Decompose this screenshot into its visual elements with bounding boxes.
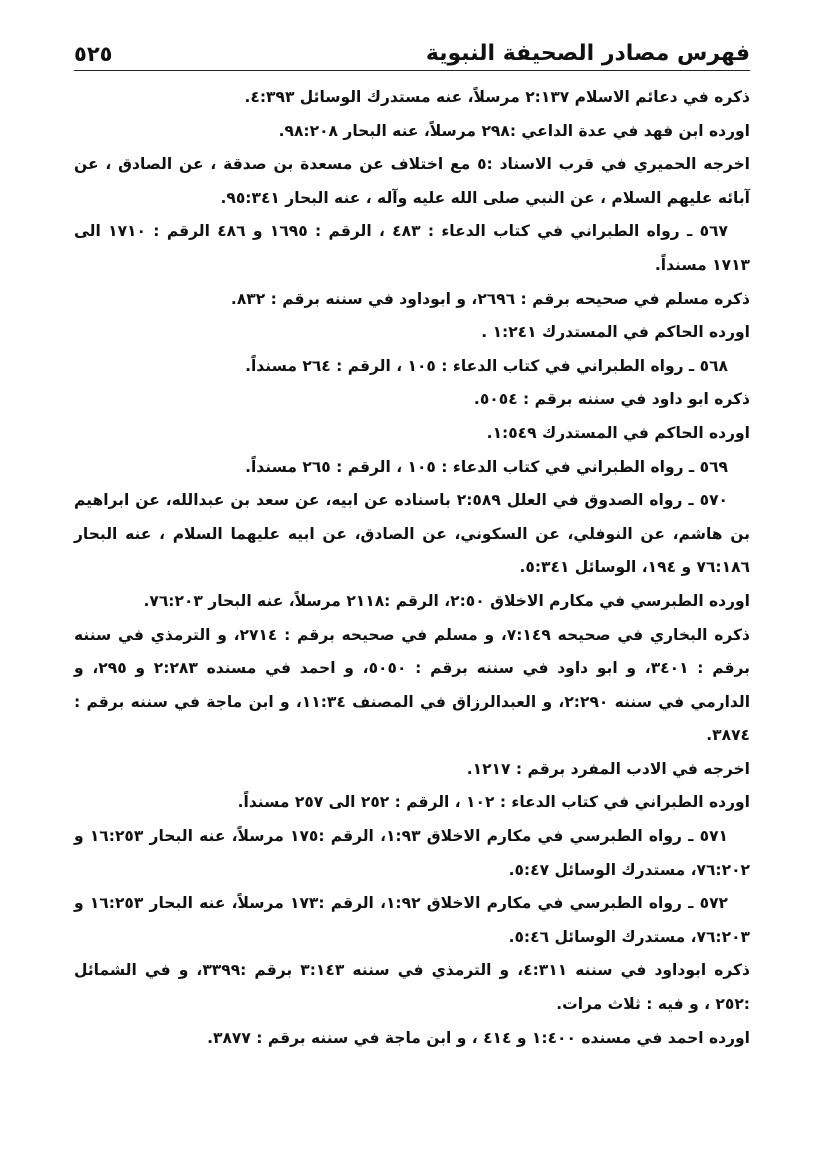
footnote-paragraph: ذكره ابوداود في سننه ٤:٣١١، و الترمذي في سننه ٣:١٤٣ برقم :٣٣٩٩، و في الشمائل :٢٥٢ ، و فيه : ثلاث مرات. [74,961,750,1014]
footnote-paragraph: ٥٦٧ ـ رواه الطبراني في كتاب الدعاء : ٤٨٣ ، الرقم : ١٦٩٥ و ٤٨٦ الرقم : ١٧١٠ الى ١٧١٣ مسنداً. [74,222,750,274]
footnote-paragraph: ذكره ابو داود في سننه برقم : ٥٠٥٤. [473,390,750,409]
running-title: فهرس مصادر الصحيفة النبوية [425,41,750,66]
document-body [74,81,750,1055]
footnote-paragraph: ذكره البخاري في صحيحه ٧:١٤٩، و مسلم في صحيحه برقم : ٢٧١٤، و الترمذي في سننه برقم : ٣٤٠١، و ابو داود في سننه برقم : ٥٠٥٠، و احمد في مسنده ٢:٢٨٣ و ٢٩٥، و الدارمي في سننه ٢:٢٩٠، و العبدالرزاق في المصنف ١١:٣٤، و ابن ماجة في سننه برقم : ٣٨٧٤. [74,625,751,745]
page-number: ٥٢٥ [74,42,113,66]
footnote-paragraph: اورده الطبرسي في مكارم الاخلاق ٢:٥٠، الرقم :٢١١٨ مرسلاً، عنه البحار ٧٦:٢٠٣. [143,591,750,610]
footnote-paragraph: ٥٧٢ ـ رواه الطبرسي في مكارم الاخلاق ١:٩٢، الرقم :١٧٣ مرسلاً، عنه البحار ١٦:٢٥٣ و ٧٦:٢٠٣، مستدرك الوسائل ٥:٤٦. [74,894,750,946]
footnote-paragraph: ٥٦٨ ـ رواه الطبراني في كتاب الدعاء : ١٠٥ ، الرقم : ٢٦٤ مسنداً. [245,356,728,375]
footnote-paragraph: ذكره مسلم في صحيحه برقم : ٢٦٩٦، و ابوداود في سننه برقم : ٨٣٢. [230,289,750,308]
footnote-paragraph: اورده الحاكم في المستدرك ١:٢٤١ . [481,323,750,342]
footnote-paragraph: اورده احمد في مسنده ١:٤٠٠ و ٤١٤ ، و ابن ماجة في سننه برقم : ٣٨٧٧. [207,1028,750,1047]
footnote-paragraph: اورده الحاكم في المستدرك ١:٥٤٩. [486,423,750,442]
footnote-paragraph: اورده الطبراني في كتاب الدعاء : ١٠٢ ، الرقم : ٢٥٢ الى ٢٥٧ مسنداً. [237,793,750,812]
page-header [74,30,750,71]
footnote-paragraph: ٥٦٩ ـ رواه الطبراني في كتاب الدعاء : ١٠٥ ، الرقم : ٢٦٥ مسنداً. [245,457,728,476]
footnote-paragraph: ٥٧٠ ـ رواه الصدوق في العلل ٢:٥٨٩ باسناده عن ابيه، عن سعد بن عبدالله، عن ابراهيم بن هاشم، عن النوفلي، عن السكوني، عن الصادق، عن ابيه عليهما السلام ، عنه البحار ٧٦:١٨٦ و ١٩٤، الوسائل ٥:٣٤١. [74,491,750,577]
footnote-paragraph: ٥٧١ ـ رواه الطبرسي في مكارم الاخلاق ١:٩٣، الرقم :١٧٥ مرسلاً، عنه البحار ١٦:٢٥٣ و ٧٦:٢٠٢، مستدرك الوسائل ٥:٤٧. [74,827,750,879]
footnote-paragraph: اخرجه في الادب المفرد برقم : ١٢١٧. [466,759,750,778]
footnote-paragraph: ذكره في دعائم الاسلام ٢:١٣٧ مرسلاً، عنه مستدرك الوسائل ٤:٣٩٣. [244,88,750,106]
footnote-paragraph: اورده ابن فهد في عدة الداعي :٢٩٨ مرسلاً، عنه البحار ٩٨:٢٠٨. [278,121,750,140]
footnote-paragraph: اخرجه الحميري في قرب الاسناد :٥ مع اختلاف عن مسعدة بن صدقة ، عن الصادق ، عن آبائه عليهم السلام ، عن النبي صلى الله عليه وآله ، عنه البحار ٩٥:٣٤١. [74,155,750,207]
document-page [74,30,750,1055]
